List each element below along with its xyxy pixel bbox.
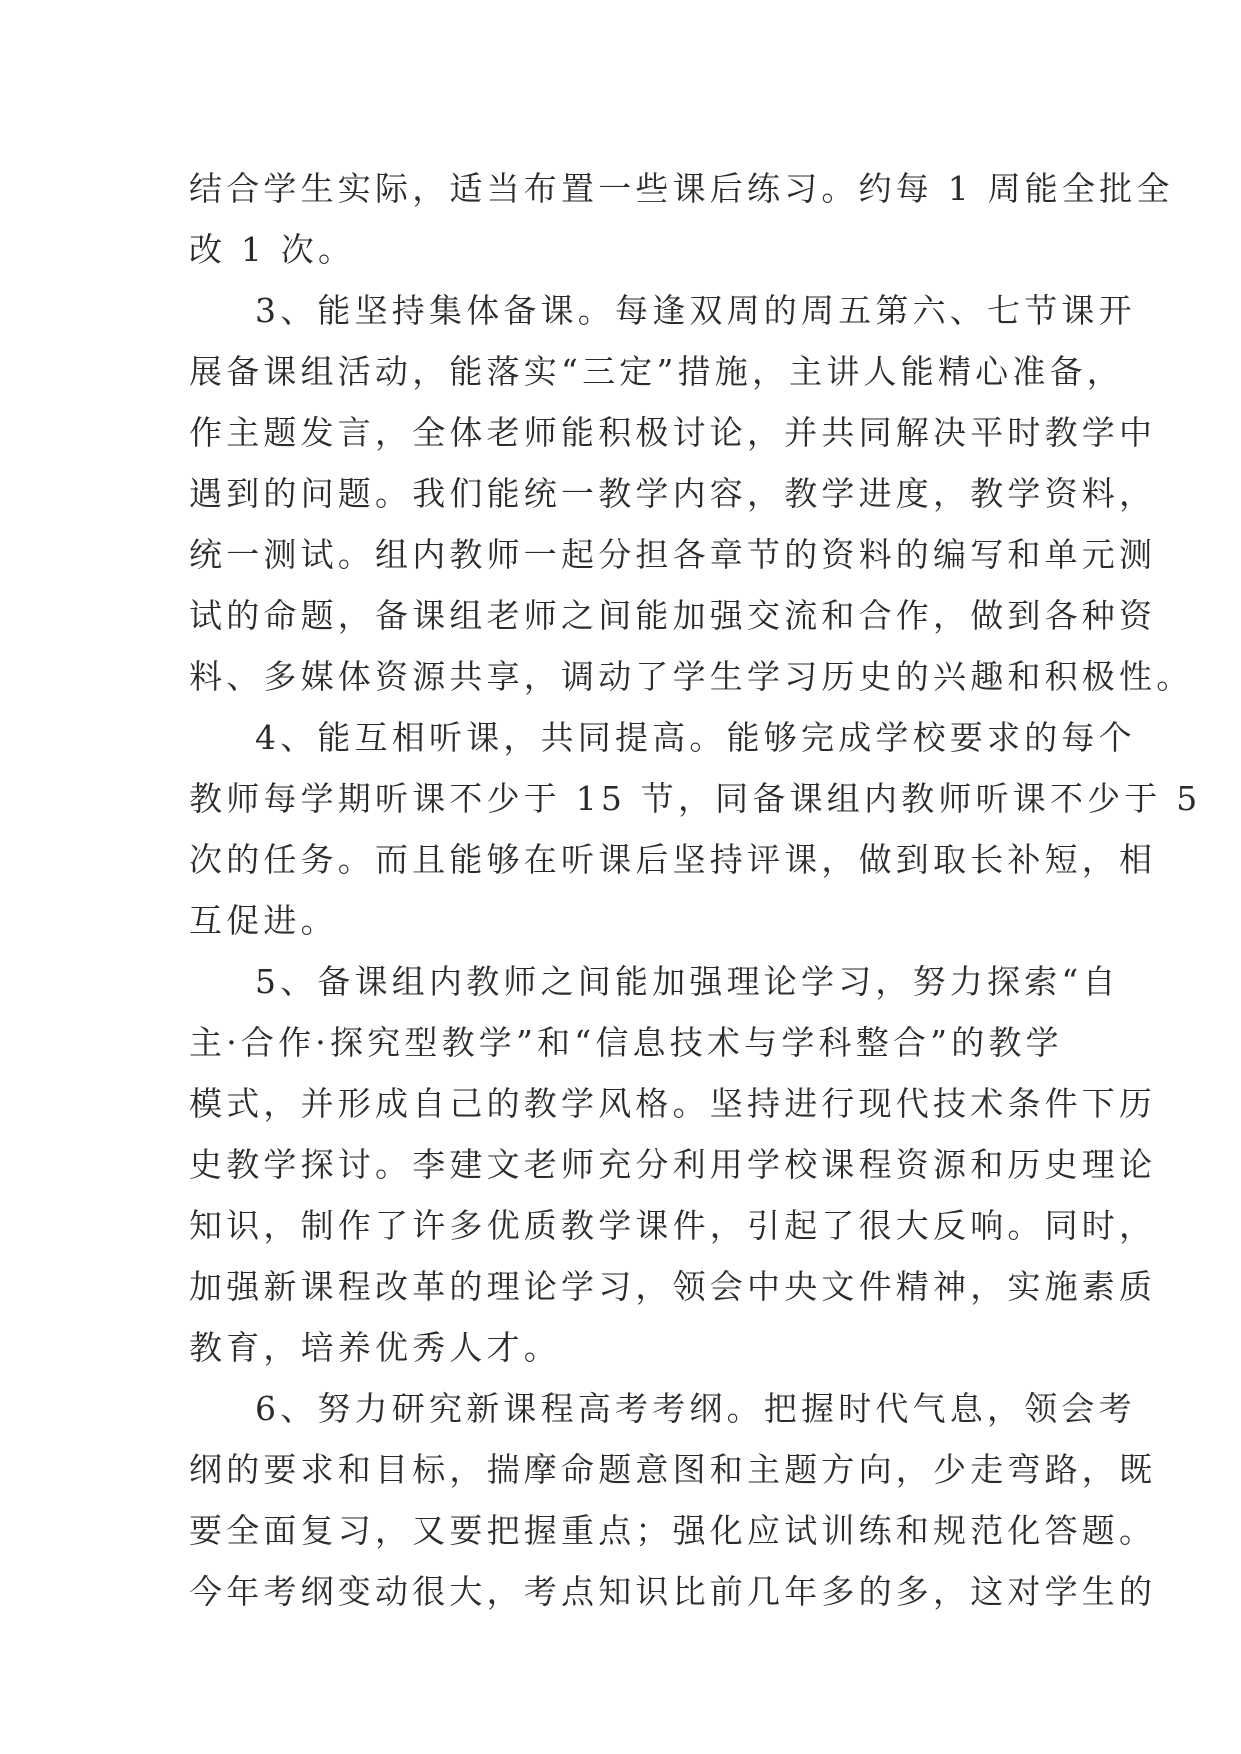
text-line: 模式，并形成自己的教学风格。坚持进行现代技术条件下历 bbox=[189, 1084, 1157, 1123]
text-line: 试的命题，备课组老师之间能加强交流和合作，做到各种资 bbox=[189, 596, 1157, 635]
text-line: 互促进。 bbox=[189, 901, 338, 940]
text-line: 知识，制作了许多优质教学课件，引起了很大反响。同时， bbox=[189, 1206, 1157, 1245]
text-line: 教师每学期听课不少于 15 节，同备课组内教师听课不少于 5 bbox=[189, 779, 1202, 818]
text-line: 今年考纲变动很大，考点知识比前几年多的多，这对学生的 bbox=[189, 1572, 1157, 1611]
text-line: 作主题发言，全体老师能积极讨论，并共同解决平时教学中 bbox=[189, 413, 1157, 452]
text-line: 要全面复习，又要把握重点；强化应试训练和规范化答题。 bbox=[189, 1511, 1157, 1550]
text-line: 加强新课程改革的理论学习，领会中央文件精神，实施素质 bbox=[189, 1267, 1157, 1306]
text-line: 次的任务。而且能够在听课后坚持评课，做到取长补短，相 bbox=[189, 840, 1157, 879]
text-line: 纲的要求和目标，揣摩命题意图和主题方向，少走弯路，既 bbox=[189, 1450, 1157, 1489]
document-text bbox=[189, 158, 1202, 1622]
text-line: 遇到的问题。我们能统一教学内容，教学进度，教学资料， bbox=[189, 474, 1157, 513]
text-line: 料、多媒体资源共享，调动了学生学习历史的兴趣和积极性。 bbox=[189, 657, 1194, 696]
text-line: 主·合作·探究型教学”和“信息技术与学科整合”的教学 bbox=[189, 1023, 1063, 1062]
text-line: 结合学生实际，适当布置一些课后练习。约每 1 周能全批全 bbox=[189, 169, 1174, 208]
text-line: 6、努力研究新课程高考考纲。把握时代气息，领会考 bbox=[255, 1389, 1136, 1428]
text-line: 史教学探讨。李建文老师充分利用学校课程资源和历史理论 bbox=[189, 1145, 1157, 1184]
text-line: 改 1 次。 bbox=[189, 230, 356, 269]
text-line: 5、备课组内教师之间能加强理论学习，努力探索“自 bbox=[255, 962, 1120, 1001]
text-line: 教育，培养优秀人才。 bbox=[189, 1328, 561, 1367]
text-line: 4、能互相听课，共同提高。能够完成学校要求的每个 bbox=[255, 718, 1136, 757]
text-line: 3、能坚持集体备课。每逢双周的周五第六、七节课开 bbox=[255, 291, 1136, 330]
text-line: 展备课组活动，能落实“三定”措施，主讲人能精心准备， bbox=[189, 352, 1124, 391]
text-line: 统一测试。组内教师一起分担各章节的资料的编写和单元测 bbox=[189, 535, 1157, 574]
